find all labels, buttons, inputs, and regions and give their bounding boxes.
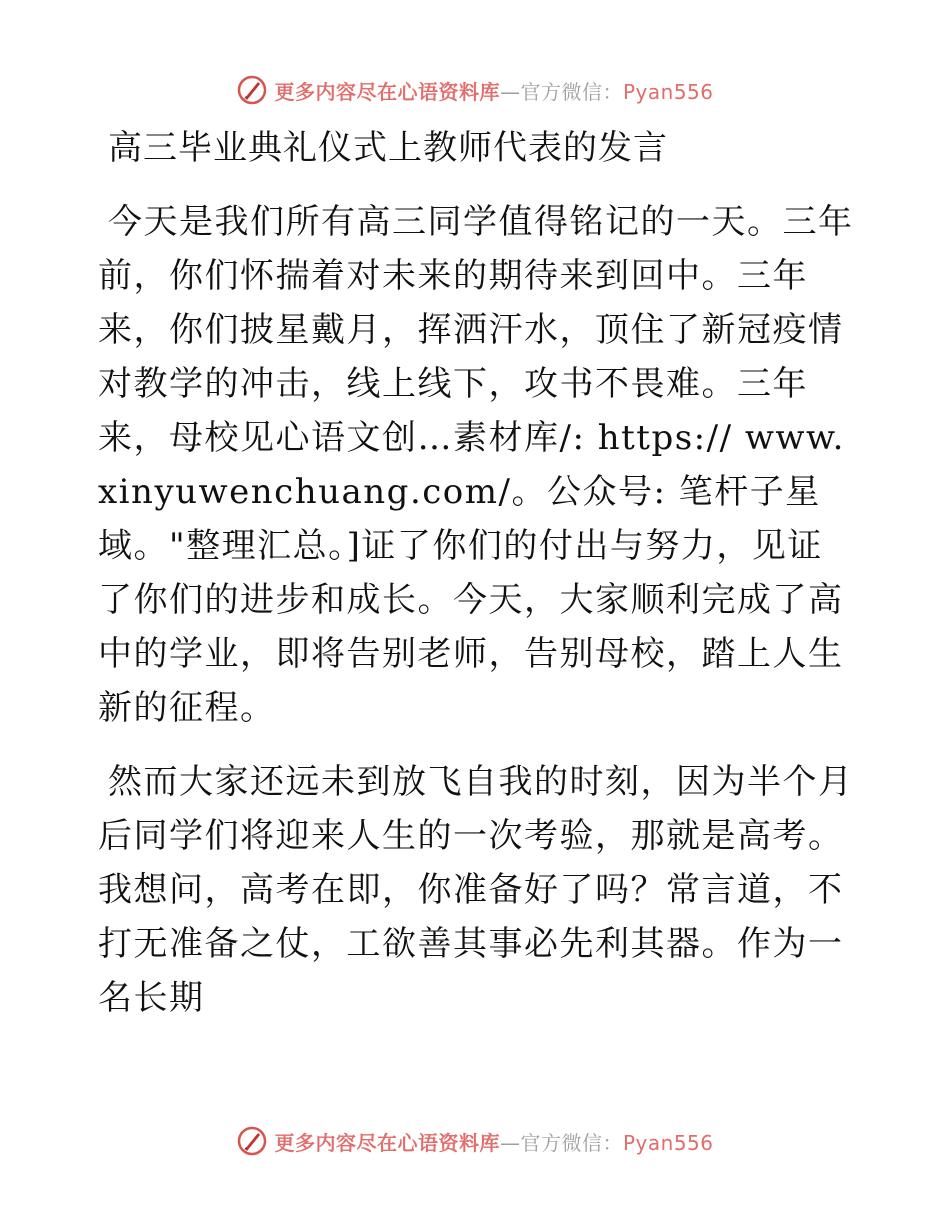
quill-pen-circle-icon [236,74,268,106]
header-banner-wechat-id: Pyan556 [622,79,714,104]
footer-banner-content [236,1125,713,1157]
header-banner [0,70,950,110]
footer-banner-main: 更多内容尽在心语资料库 [274,1130,500,1155]
header-banner-text [274,76,713,105]
footer-banner-separator: — [499,1130,521,1155]
header-banner-main: 更多内容尽在心语资料库 [274,79,500,104]
document-body [98,195,858,1025]
footer-banner-text [274,1127,713,1156]
header-banner-wechat-label: 官方微信： [520,79,623,104]
paragraph-2: 然而大家还远未到放飞自我的时刻，因为半个月后同学们将迎来人生的一次考验，那就是高考。我想问，高考在即，你准备好了吗？常言道，不打无准备之仗，工欲善其事必先利其器。作为一名长期 [98,762,854,1018]
paragraph-1: 今天是我们所有高三同学值得铭记的一天。三年前，你们怀揣着对未来的期待来到回中。三年来，你们披星戴月，挥洒汗水，顶住了新冠疫情对教学的冲击，线上线下，攻书不畏难。三年来，母校见心语文创…素材库/: https:// www.xinyuwenchuang.com/。公众号: 笔杆子星域。"整理汇总。]证了你们的付出与努力，见证了你们的进步和成长。今天，大家顺利完成了高中的学业，即将告别老师，告别母校，踏上人生新的征程。 [98,202,854,728]
document-title: 高三毕业典礼仪式上教师代表的发言 [108,128,668,168]
header-banner-separator: — [499,79,521,104]
quill-pen-circle-icon [236,1125,268,1157]
footer-banner-wechat-id: Pyan556 [622,1130,714,1155]
footer-banner-wechat-label: 官方微信： [520,1130,623,1155]
footer-banner [0,1121,950,1161]
header-banner-content [236,74,713,106]
